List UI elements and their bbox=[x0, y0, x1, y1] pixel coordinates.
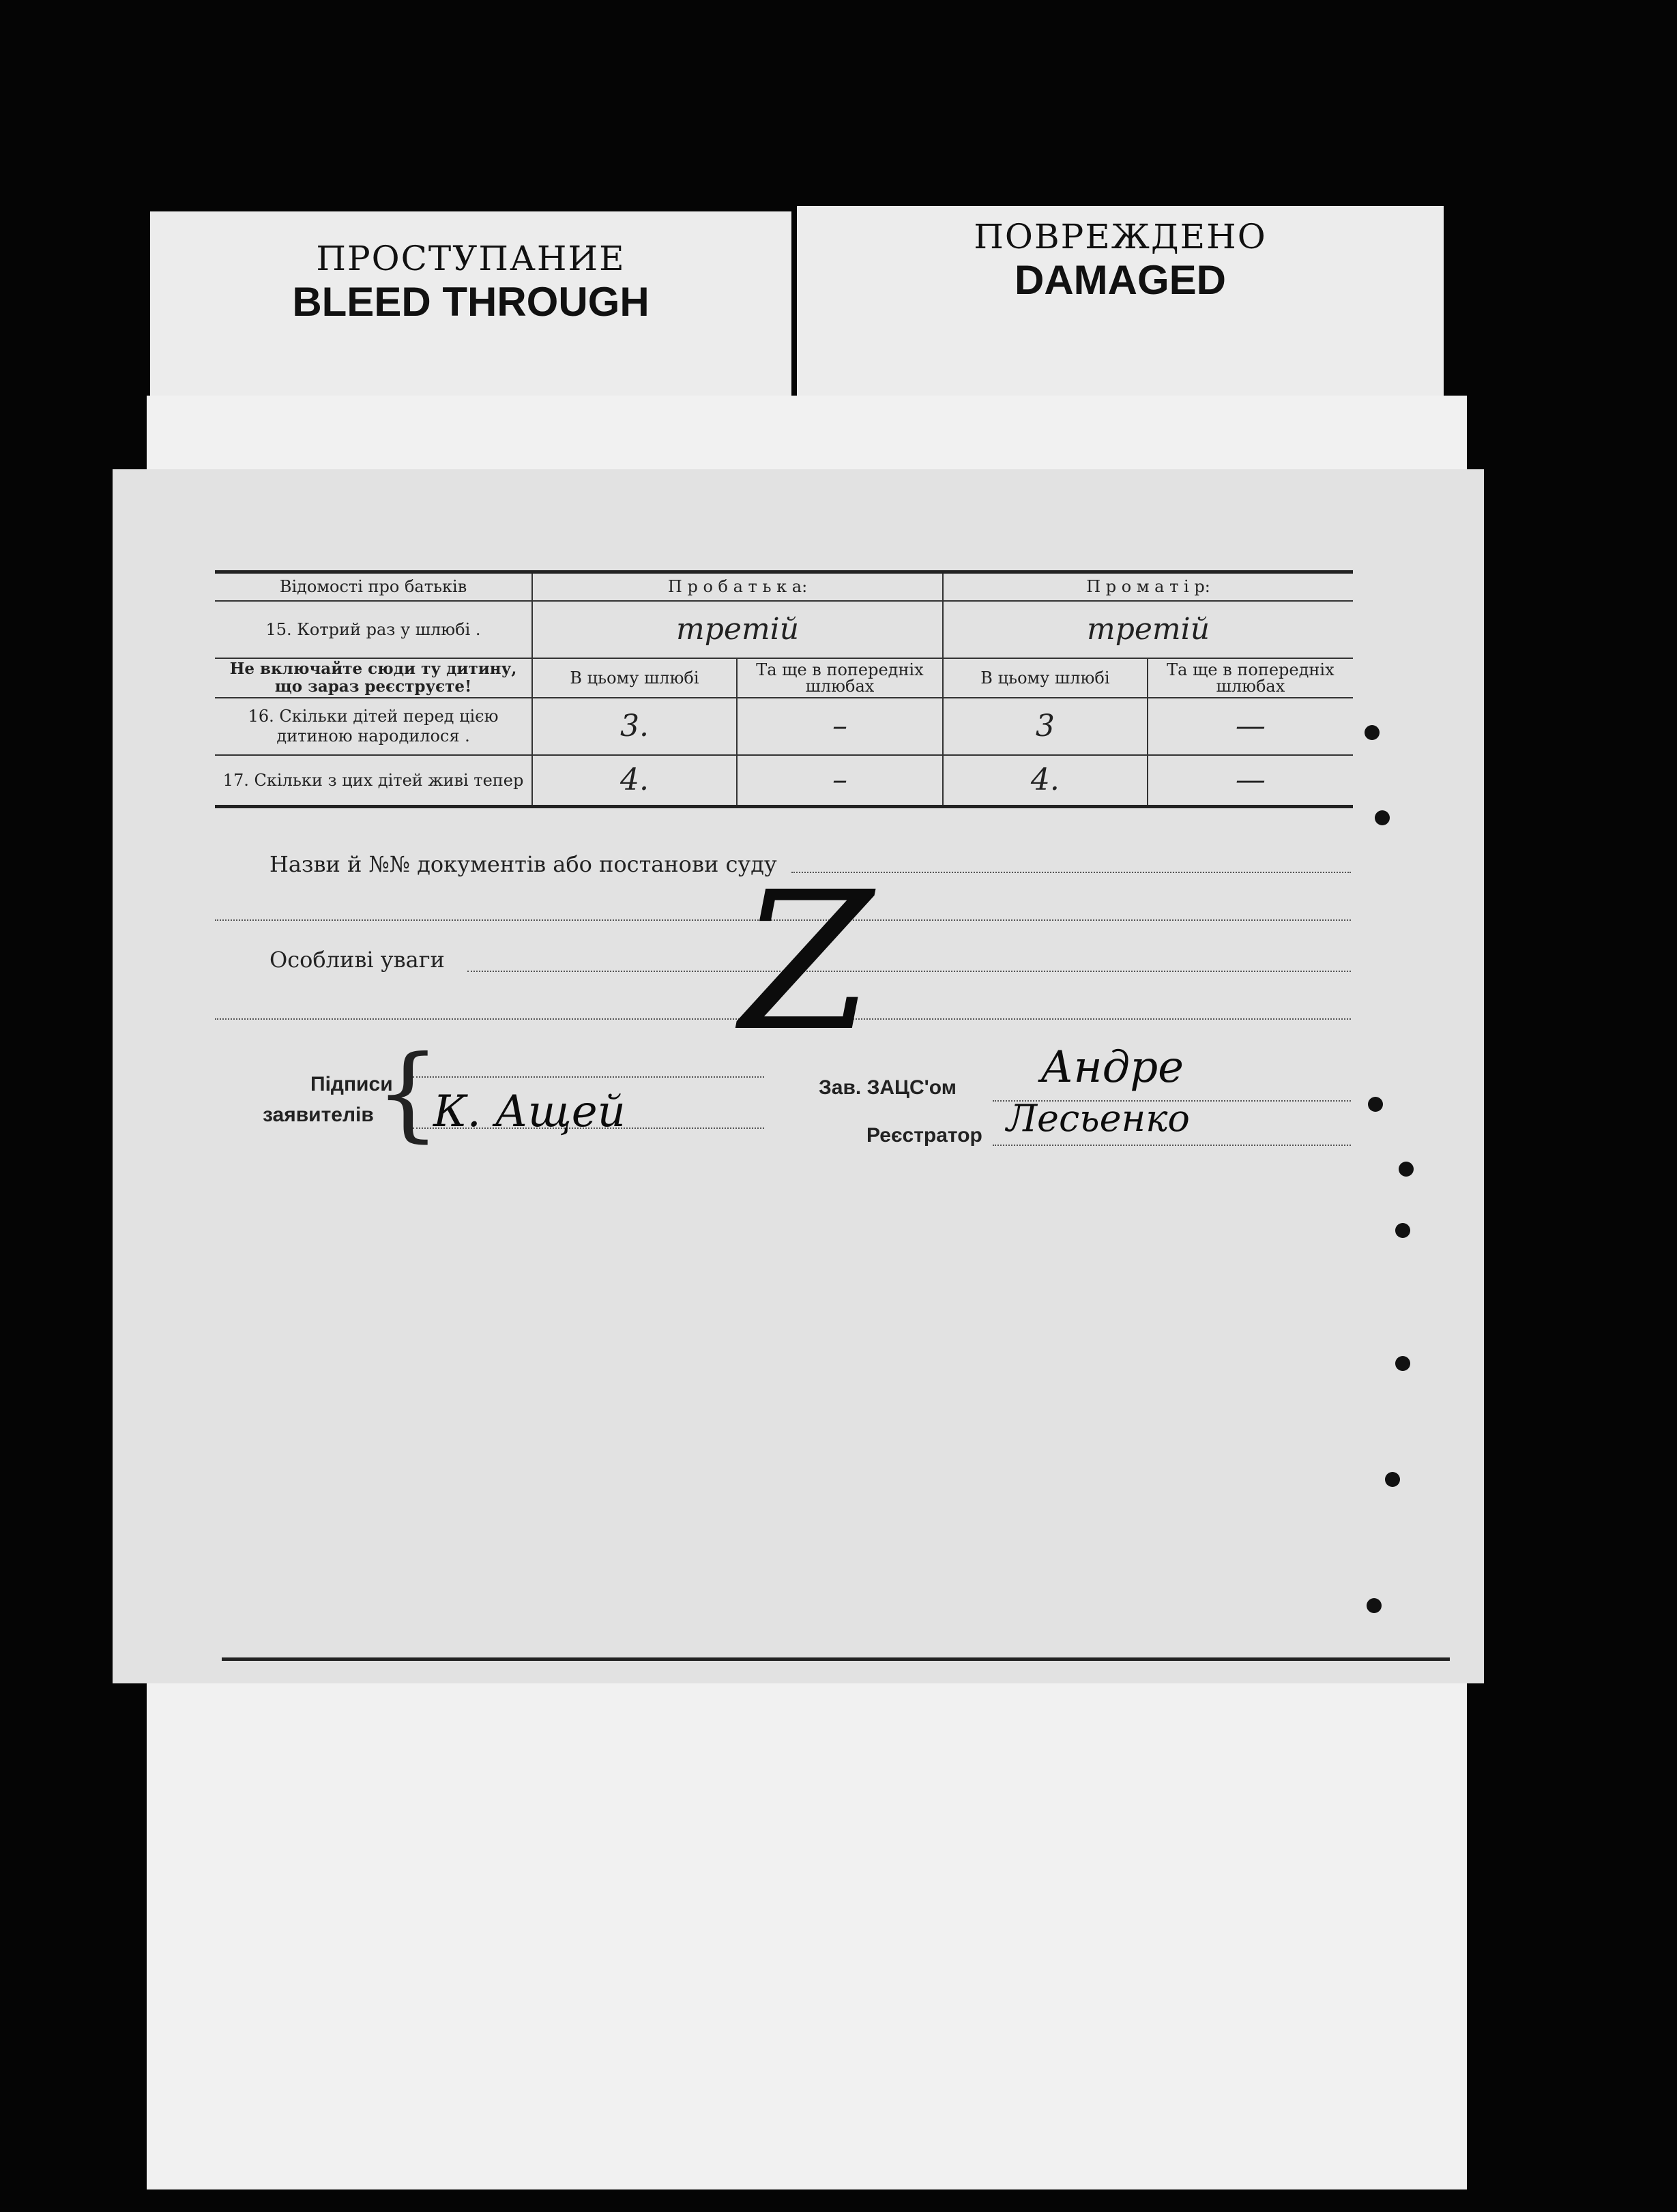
row17-v1: 4. bbox=[532, 755, 737, 807]
row17-v2: – bbox=[737, 755, 943, 807]
remarks-label: Особливі уваги bbox=[269, 947, 445, 973]
row-15 bbox=[215, 601, 1353, 658]
row16-v1: 3. bbox=[532, 698, 737, 755]
damaged-ru: ПОВРЕЖДЕНО bbox=[974, 217, 1267, 256]
row17-label: 17. Скільки з цих дітей живі тепер bbox=[222, 770, 524, 790]
applicant-line-1 bbox=[413, 1076, 764, 1078]
bleed-through-en: BLEED THROUGH bbox=[292, 279, 650, 325]
header-label: Відомості про батьків bbox=[279, 577, 467, 597]
punch-hole bbox=[1367, 1598, 1382, 1613]
row-16 bbox=[215, 698, 1353, 755]
registrar-signature: Лесьенко bbox=[1006, 1097, 1190, 1140]
row16-v3: 3 bbox=[943, 698, 1148, 755]
head-label: Зав. ЗАЦС'ом bbox=[819, 1076, 957, 1099]
damaged-en: DAMAGED bbox=[1015, 257, 1226, 303]
row15-mother: третій bbox=[943, 601, 1353, 658]
punch-hole bbox=[1365, 725, 1380, 740]
header-mother: П р о м а т і р: bbox=[943, 572, 1353, 601]
head-signature: Андре bbox=[1040, 1042, 1184, 1093]
record-sheet bbox=[113, 469, 1484, 1683]
bleed-through-ru: ПРОСТУПАНИЕ bbox=[316, 239, 626, 278]
bottom-rule bbox=[222, 1657, 1450, 1661]
punch-hole bbox=[1385, 1472, 1400, 1487]
row17-v4: — bbox=[1148, 755, 1353, 807]
note-col1: В цьому шлюбі bbox=[532, 658, 737, 698]
applicants-label-1: Підписи bbox=[310, 1073, 393, 1095]
row15-label: 15. Котрий раз у шлюбі . bbox=[265, 619, 481, 639]
remarks-line-1 bbox=[467, 971, 1351, 972]
documents-line-1 bbox=[791, 872, 1351, 873]
registrar-label: Реєстратор bbox=[866, 1124, 982, 1147]
row17-v3: 4. bbox=[943, 755, 1148, 807]
row-17 bbox=[215, 755, 1353, 807]
parents-table bbox=[215, 570, 1353, 808]
registrar-line bbox=[993, 1145, 1351, 1146]
table-header-row bbox=[215, 572, 1353, 601]
applicant-signature: К. Ащей bbox=[433, 1087, 626, 1137]
applicants-label-2: заявителів bbox=[263, 1104, 374, 1126]
punch-hole bbox=[1395, 1356, 1410, 1371]
note-text: Не включайте сюди ту дитину, що зараз реєструєте! bbox=[229, 660, 517, 696]
row15-father: третій bbox=[532, 601, 943, 658]
row16-v2: – bbox=[737, 698, 943, 755]
note-col4: Та ще в попередніх шлюбах bbox=[1148, 658, 1353, 698]
punch-hole bbox=[1395, 1223, 1410, 1238]
row16-v4: — bbox=[1148, 698, 1353, 755]
note-row bbox=[215, 658, 1353, 698]
punch-hole bbox=[1368, 1097, 1383, 1112]
documents-label: Назви й №№ документів або постанови суду bbox=[269, 851, 777, 877]
punch-hole bbox=[1375, 810, 1390, 825]
remarks-z-mark: Z bbox=[740, 851, 873, 1074]
damaged-card bbox=[797, 206, 1444, 411]
bleed-through-card bbox=[150, 211, 791, 409]
applicants-brace: { bbox=[375, 1034, 441, 1153]
note-col3: В цьому шлюбі bbox=[943, 658, 1148, 698]
row16-label: 16. Скільки дітей перед цією дитиною народилося . bbox=[248, 706, 499, 746]
header-father: П р о б а т ь к а: bbox=[532, 572, 943, 601]
punch-hole bbox=[1399, 1162, 1414, 1177]
note-col2: Та ще в попередніх шлюбах bbox=[737, 658, 943, 698]
